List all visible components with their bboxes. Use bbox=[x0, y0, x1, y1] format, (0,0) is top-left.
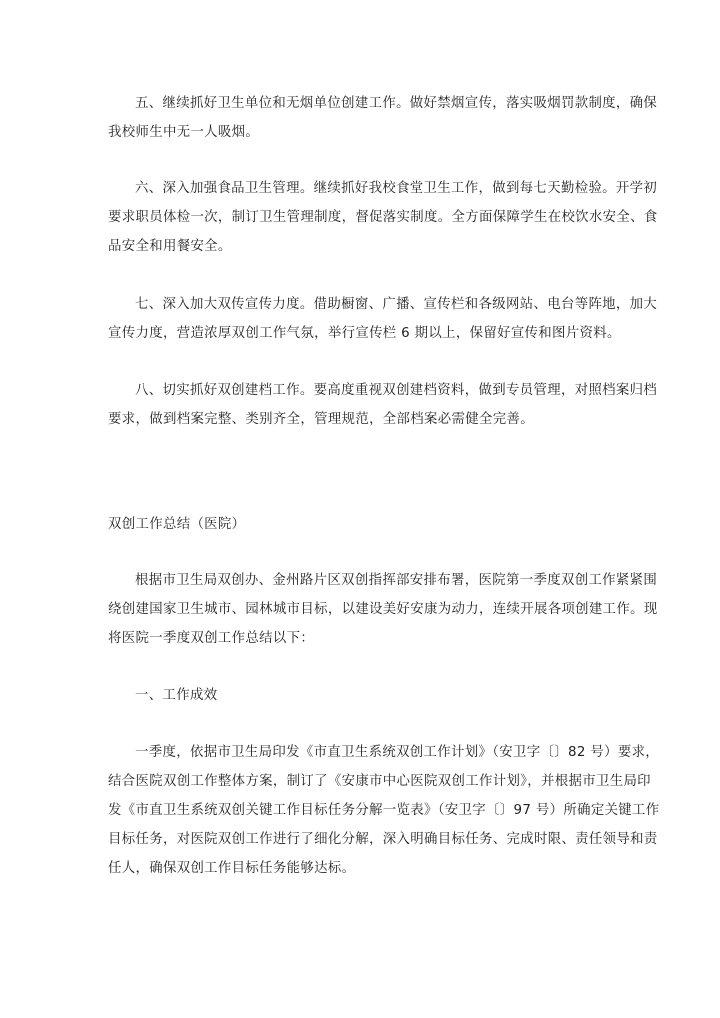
section-title bbox=[108, 510, 614, 539]
text-line: 要求职员体检一次，制订卫生管理制度，督促落实制度。全方面保障学生在校饮水安全、食 bbox=[108, 210, 658, 225]
paragraph-seven bbox=[108, 290, 658, 348]
text-line: 结合医院双创工作整体方案，制订了《安康市中心医院双创工作计划》，并根据市卫生局印 bbox=[108, 774, 651, 789]
text-line: 任人，确保双创工作目标任务能够达标。 bbox=[108, 861, 356, 876]
text-line: 六、深入加强食品卫生管理。继续抓好我校食堂卫生工作，做到每七天勤检验。开学初 bbox=[135, 181, 658, 196]
text-line: 一季度，依据市卫生局印发《市直卫生系统双创工作计划》（安卫字〔〕82 号）要求， bbox=[135, 745, 660, 760]
text-line: 八、切实抓好双创建档工作。要高度重视双创建档资料，做到专员管理，对照档案归档 bbox=[135, 383, 658, 398]
subheading-text: 一、工作成效 bbox=[135, 688, 218, 703]
paragraph-six bbox=[108, 174, 658, 261]
text-line: 宣传力度，营造浓厚双创工作气氛，举行宣传栏 6 期以上，保留好宣传和图片资料。 bbox=[108, 326, 621, 341]
text-line: 目标任务，对医院双创工作进行了细化分解，深入明确目标任务、完成时限、责任领导和责 bbox=[108, 832, 658, 847]
paragraph-five bbox=[108, 89, 658, 147]
text-line: 五、继续抓好卫生单位和无烟单位创建工作。做好禁烟宣传，落实吸烟罚款制度，确保 bbox=[135, 96, 658, 111]
section-title-text: 双创工作总结（医院） bbox=[108, 517, 246, 532]
text-line: 绕创建国家卫生城市、园林城市目标，以建设美好安康为动力，连续开展各项创建工作。现 bbox=[108, 602, 658, 617]
text-line: 根据市卫生局双创办、金州路片区双创指挥部安排布署，医院第一季度双创工作紧紧围 bbox=[135, 573, 658, 588]
paragraph-intro bbox=[108, 566, 658, 653]
paragraph-results bbox=[108, 738, 660, 883]
text-line: 要求，做到档案完整、类别齐全，管理规范，全部档案必需健全完善。 bbox=[108, 412, 534, 427]
text-line: 发《市直卫生系统双创关键工作目标任务分解一览表》（安卫字〔〕97 号）所确定关键工作 bbox=[108, 803, 660, 818]
text-line: 将医院一季度双创工作总结以下： bbox=[108, 631, 315, 646]
paragraph-eight bbox=[108, 376, 658, 434]
subheading bbox=[108, 681, 614, 710]
text-line: 品安全和用餐安全。 bbox=[108, 239, 232, 254]
text-line: 我校师生中无一人吸烟。 bbox=[108, 125, 260, 140]
text-line: 七、深入加大双传宣传力度。借助橱窗、广播、宣传栏和各级网站、电台等阵地，加大 bbox=[135, 297, 658, 312]
